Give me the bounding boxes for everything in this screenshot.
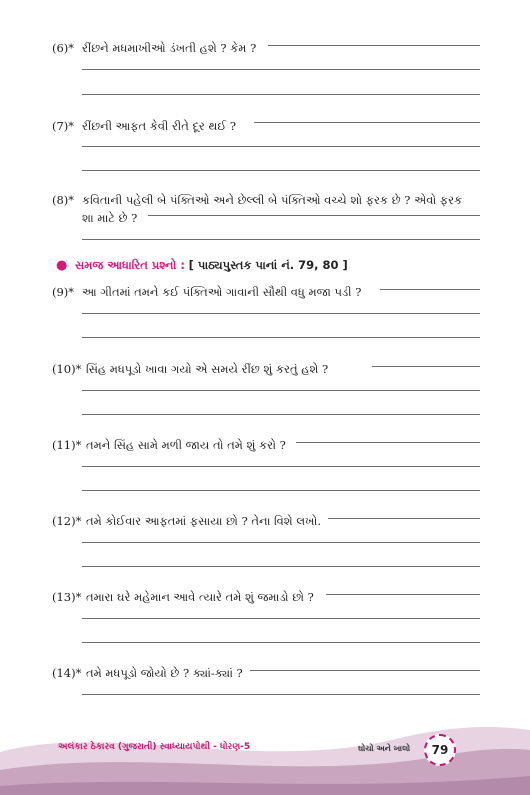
question-text: સિંહ મધપૂડો ખાવા ગયો એ સમયે રીંછ શું કરતું હશે ? [86, 362, 329, 376]
answer-line[interactable] [82, 490, 480, 491]
answer-line[interactable] [82, 390, 480, 391]
question-number: (14)* [52, 666, 82, 680]
answer-line[interactable] [82, 337, 480, 338]
question-number: (8)* [52, 193, 75, 207]
answer-line[interactable] [82, 69, 480, 70]
question-number: (13)* [52, 590, 82, 604]
question-text: રીંછને મધમાખીઓ ડંખતી હશે ? કેમ ? [82, 41, 257, 55]
question-number: (6)* [52, 41, 75, 55]
answer-line[interactable] [372, 366, 480, 367]
question-text: રીંછની આફત કેવી રીતે દૂર થઈ ? [82, 119, 237, 133]
answer-line[interactable] [82, 414, 480, 415]
question-text: તમારા ઘરે મહેમાન આવે ત્યારે તમે શું જમાડો છો ? [86, 590, 314, 604]
question-8 [52, 192, 480, 232]
question-text-continued: શા માટે છે ? [82, 211, 138, 225]
question-text: આ ગીતમાં તમને કઈ પંક્તિઓ ગાવાની સૌથી વધુ મજા પડી ? [82, 285, 362, 299]
textbook-reference: [ પાઠ્યપુસ્તક પાનાં નં. 79, 80 ] [188, 258, 348, 272]
question-number: (12)* [52, 514, 82, 528]
answer-line[interactable] [296, 442, 480, 443]
answer-line[interactable] [82, 170, 480, 171]
answer-line[interactable] [82, 542, 480, 543]
answer-line[interactable] [82, 239, 480, 240]
answer-line[interactable] [268, 45, 480, 46]
section-heading [56, 258, 348, 273]
question-text: તમે મધપૂડો જોયો છે ? ક્યાં-ક્યાં ? [86, 666, 243, 680]
answer-line[interactable] [380, 289, 480, 290]
question-text: તમે કોઈવાર આફતમાં ફસાયા છો ? તેના વિશે લખો. [86, 514, 322, 528]
answer-line[interactable] [82, 694, 480, 695]
answer-line[interactable] [82, 618, 480, 619]
question-text: તમને સિંહ સામે મળી જાય તો તમે શું કરો ? [86, 438, 286, 452]
answer-line[interactable] [326, 594, 480, 595]
book-title: અલંકાર ઠેકારવ (ગુજરાતી) સ્વાધ્યાયપોથી - ધોરણ-5 [58, 742, 251, 752]
answer-line[interactable] [82, 146, 480, 147]
question-number: (10)* [52, 362, 82, 376]
question-number: (11)* [52, 438, 82, 452]
chapter-name: ઘોચો અને ખાલો [358, 744, 411, 753]
answer-line[interactable] [82, 642, 480, 643]
page-number-badge: 79 [424, 734, 456, 766]
answer-line[interactable] [148, 215, 480, 216]
answer-line[interactable] [250, 670, 480, 671]
answer-line[interactable] [328, 518, 480, 519]
question-number: (9)* [52, 285, 75, 299]
answer-line[interactable] [82, 566, 480, 567]
question-number: (7)* [52, 119, 75, 133]
answer-line[interactable] [82, 313, 480, 314]
section-title: સમજ આધારિત પ્રશ્નો : [75, 258, 185, 272]
answer-line[interactable] [254, 122, 480, 123]
question-text: કવિતાની પહેલી બે પંક્તિઓ અને છેલ્લી બે પંક્તિઓ વચ્ચે શો ફરક છે ? એવો ફરક [82, 193, 463, 207]
bullet-icon: ● [56, 258, 68, 273]
answer-line[interactable] [82, 94, 480, 95]
answer-line[interactable] [82, 466, 480, 467]
